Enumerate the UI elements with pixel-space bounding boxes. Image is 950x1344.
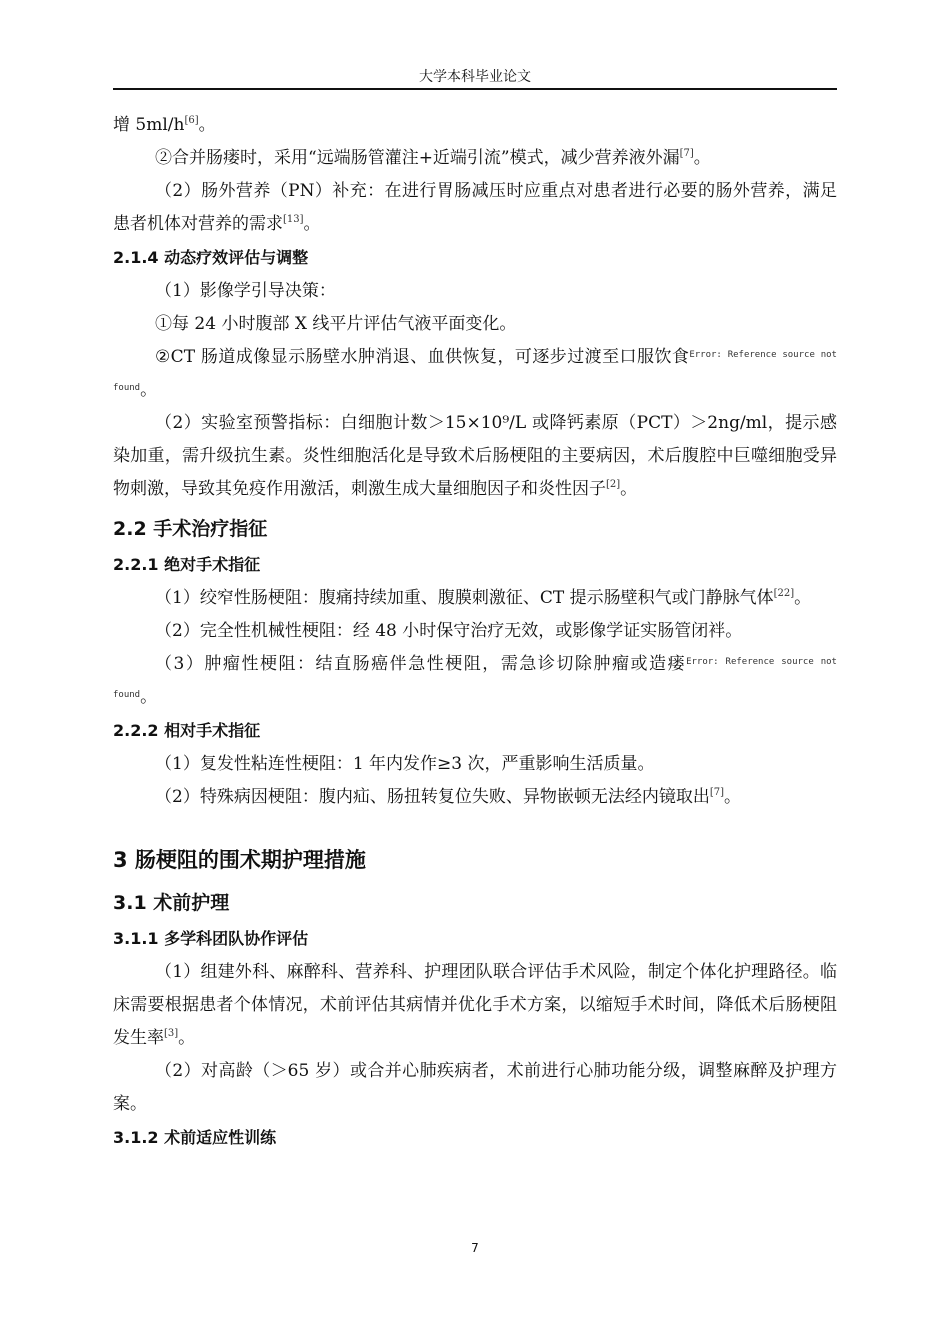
citation: [6]: [184, 115, 199, 126]
reference-error: Error: Reference source not found: [113, 657, 837, 700]
paragraph: （1）组建外科、麻醉科、营养科、护理团队联合评估手术风险，制定个体化护理路径。临床需要根据患者个体情况，术前评估其病情并优化手术方案，以缩短手术时间，降低术后肠梗阻发生率[3]。: [113, 962, 837, 1048]
citation: [3]: [164, 1028, 179, 1039]
section-heading-2-2: 2.2 手术治疗指征: [113, 518, 268, 540]
section-heading-2-2-2: 2.2.2 相对手术指征: [113, 721, 261, 740]
citation: [13]: [283, 214, 304, 225]
section-heading-3-1-2: 3.1.2 术前适应性训练: [113, 1128, 277, 1147]
citation: [22]: [773, 588, 795, 599]
citation: [7]: [709, 787, 724, 798]
paragraph: （1）复发性粘连性梗阻：1 年内发作≥3 次，严重影响生活质量。: [155, 754, 655, 774]
citation: [7]: [679, 148, 694, 159]
chapter-heading-3: 3 肠梗阻的围术期护理措施: [113, 848, 366, 872]
paragraph: （3）肿瘤性梗阻：结直肠癌伴急性梗阻，需急诊切除肿瘤或造瘘$^{Error: Reference source not found}$。: [113, 654, 837, 707]
paragraph: （1）影像学引导决策：: [155, 281, 336, 301]
section-heading-2-1-4: 2.1.4 动态疗效评估与调整: [113, 248, 309, 267]
section-heading-2-2-1: 2.2.1 绝对手术指征: [113, 555, 261, 574]
page-number: 7: [471, 1241, 479, 1255]
paragraph: （2）特殊病因梗阻：腹内疝、肠扭转复位失败、异物嵌顿无法经内镜取出[7]。: [155, 787, 741, 807]
section-heading-3-1-1: 3.1.1 多学科团队协作评估: [113, 929, 309, 948]
paragraph: 增 5ml/h[6]。: [113, 115, 216, 135]
paragraph: （2）实验室预警指标：白细胞计数＞15×10⁹/L 或降钙素原（PCT）＞2ng/ml，提示感染加重，需升级抗生素。炎性细胞活化是导致术后肠梗阻的主要病因，术后腹腔中巨噬细胞受异物刺激，导致其免疫作用激活，刺激生成大量细胞因子和炎性因子[2]。: [113, 413, 837, 499]
paragraph: （2）完全性机械性梗阻：经 48 小时保守治疗无效，或影像学证实肠管闭袢。: [155, 621, 743, 641]
section-heading-3-1: 3.1 术前护理: [113, 892, 230, 914]
reference-error: Error: Reference source not found: [113, 350, 837, 393]
page-body: [113, 109, 837, 1155]
citation: [2]: [606, 479, 621, 490]
running-header: 大学本科毕业论文: [419, 69, 531, 85]
paragraph: ②合并肠瘘时，采用“远端肠管灌注+近端引流”模式，减少营养液外漏[7]。: [155, 148, 711, 168]
paragraph: （2）对高龄（＞65 岁）或合并心肺疾病者，术前进行心肺功能分级，调整麻醉及护理方案。: [113, 1061, 837, 1114]
paragraph: ①每 24 小时腹部 X 线平片评估气液平面变化。: [155, 314, 517, 334]
paragraph: （1）绞窄性肠梗阻：腹痛持续加重、腹膜刺激征、CT 提示肠壁积气或门静脉气体[22]。: [155, 588, 812, 608]
header-rule: [113, 88, 837, 90]
paragraph: ②CT 肠道成像显示肠壁水肿消退、血供恢复，可逐步过渡至口服饮食$^{Error: Reference source not found}$。: [113, 347, 837, 400]
paragraph: （2）肠外营养（PN）补充：在进行胃肠减压时应重点对患者进行必要的肠外营养，满足患者机体对营养的需求[13]。: [113, 181, 837, 234]
